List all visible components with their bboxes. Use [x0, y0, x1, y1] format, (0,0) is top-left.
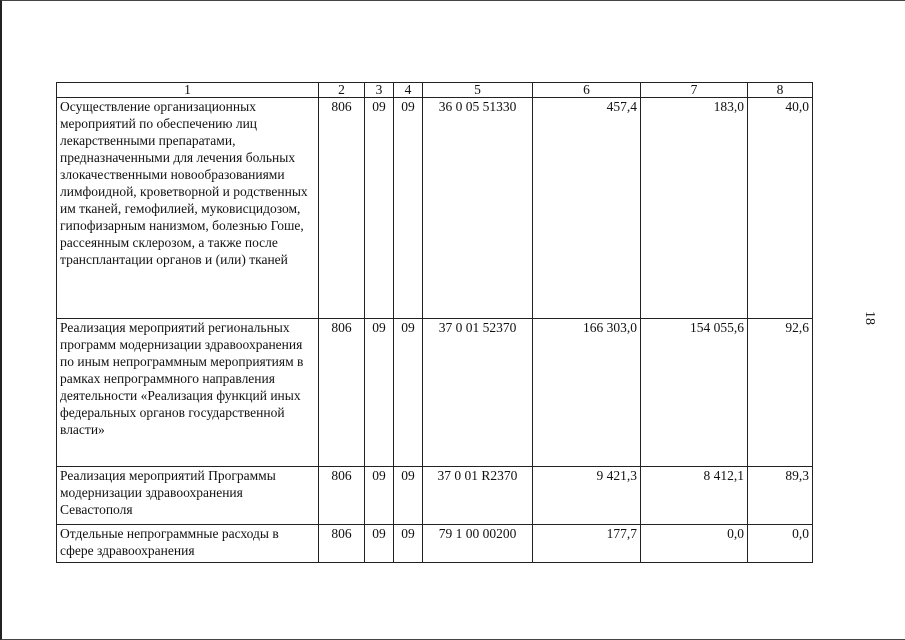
row-percent: 89,3 [748, 467, 813, 525]
header-cell-8: 8 [748, 83, 813, 98]
budget-table [56, 82, 813, 563]
table-row [57, 467, 813, 525]
row-subsection-code: 09 [394, 319, 423, 467]
row-value-6: 457,4 [533, 98, 641, 319]
row-value-7: 0,0 [641, 525, 748, 563]
row-target-article: 79 1 00 00200 [423, 525, 533, 563]
header-cell-7: 7 [641, 83, 748, 98]
row-value-6: 177,7 [533, 525, 641, 563]
header-cell-5: 5 [423, 83, 533, 98]
row-ministry-code: 806 [319, 319, 365, 467]
table-row [57, 525, 813, 563]
row-value-7: 8 412,1 [641, 467, 748, 525]
row-percent: 92,6 [748, 319, 813, 467]
row-name: Отдельные непрограммные расходы в сфере здравоохранения [57, 525, 319, 563]
header-row [57, 83, 813, 98]
row-value-6: 166 303,0 [533, 319, 641, 467]
row-target-article: 36 0 05 51330 [423, 98, 533, 319]
row-section-code: 09 [365, 319, 394, 467]
row-target-article: 37 0 01 R2370 [423, 467, 533, 525]
row-section-code: 09 [365, 467, 394, 525]
row-value-7: 154 055,6 [641, 319, 748, 467]
header-cell-4: 4 [394, 83, 423, 98]
row-name: Осуществление организационных мероприятий по обеспечению лиц лекарственными препаратами, предназначенными для лечения больных злокачественными новообразованиями лимфоидной, кроветворной и родственных им тканей, гемофилией, муковисцидозом, гипофизарным нанизмом, болезнью Гоше, рассеянным склерозом, а также после трансплантации органов и (или) тканей [57, 98, 319, 319]
page-number: 18 [862, 311, 877, 325]
row-ministry-code: 806 [319, 525, 365, 563]
row-ministry-code: 806 [319, 98, 365, 319]
row-section-code: 09 [365, 525, 394, 563]
header-cell-2: 2 [319, 83, 365, 98]
header-cell-3: 3 [365, 83, 394, 98]
table-row [57, 319, 813, 467]
header-cell-1: 1 [57, 83, 319, 98]
row-value-7: 183,0 [641, 98, 748, 319]
row-subsection-code: 09 [394, 98, 423, 319]
row-percent: 0,0 [748, 525, 813, 563]
row-percent: 40,0 [748, 98, 813, 319]
row-value-6: 9 421,3 [533, 467, 641, 525]
row-target-article: 37 0 01 52370 [423, 319, 533, 467]
row-section-code: 09 [365, 98, 394, 319]
row-subsection-code: 09 [394, 525, 423, 563]
row-subsection-code: 09 [394, 467, 423, 525]
row-name: Реализация мероприятий Программы модернизации здравоохранения Севастополя [57, 467, 319, 525]
row-name: Реализация мероприятий региональных программ модернизации здравоохранения по иным непрограммным мероприятиям в рамках непрограммного направления деятельности «Реализация функций иных федеральных органов государственной власти» [57, 319, 319, 467]
header-cell-6: 6 [533, 83, 641, 98]
row-ministry-code: 806 [319, 467, 365, 525]
table-row [57, 98, 813, 319]
